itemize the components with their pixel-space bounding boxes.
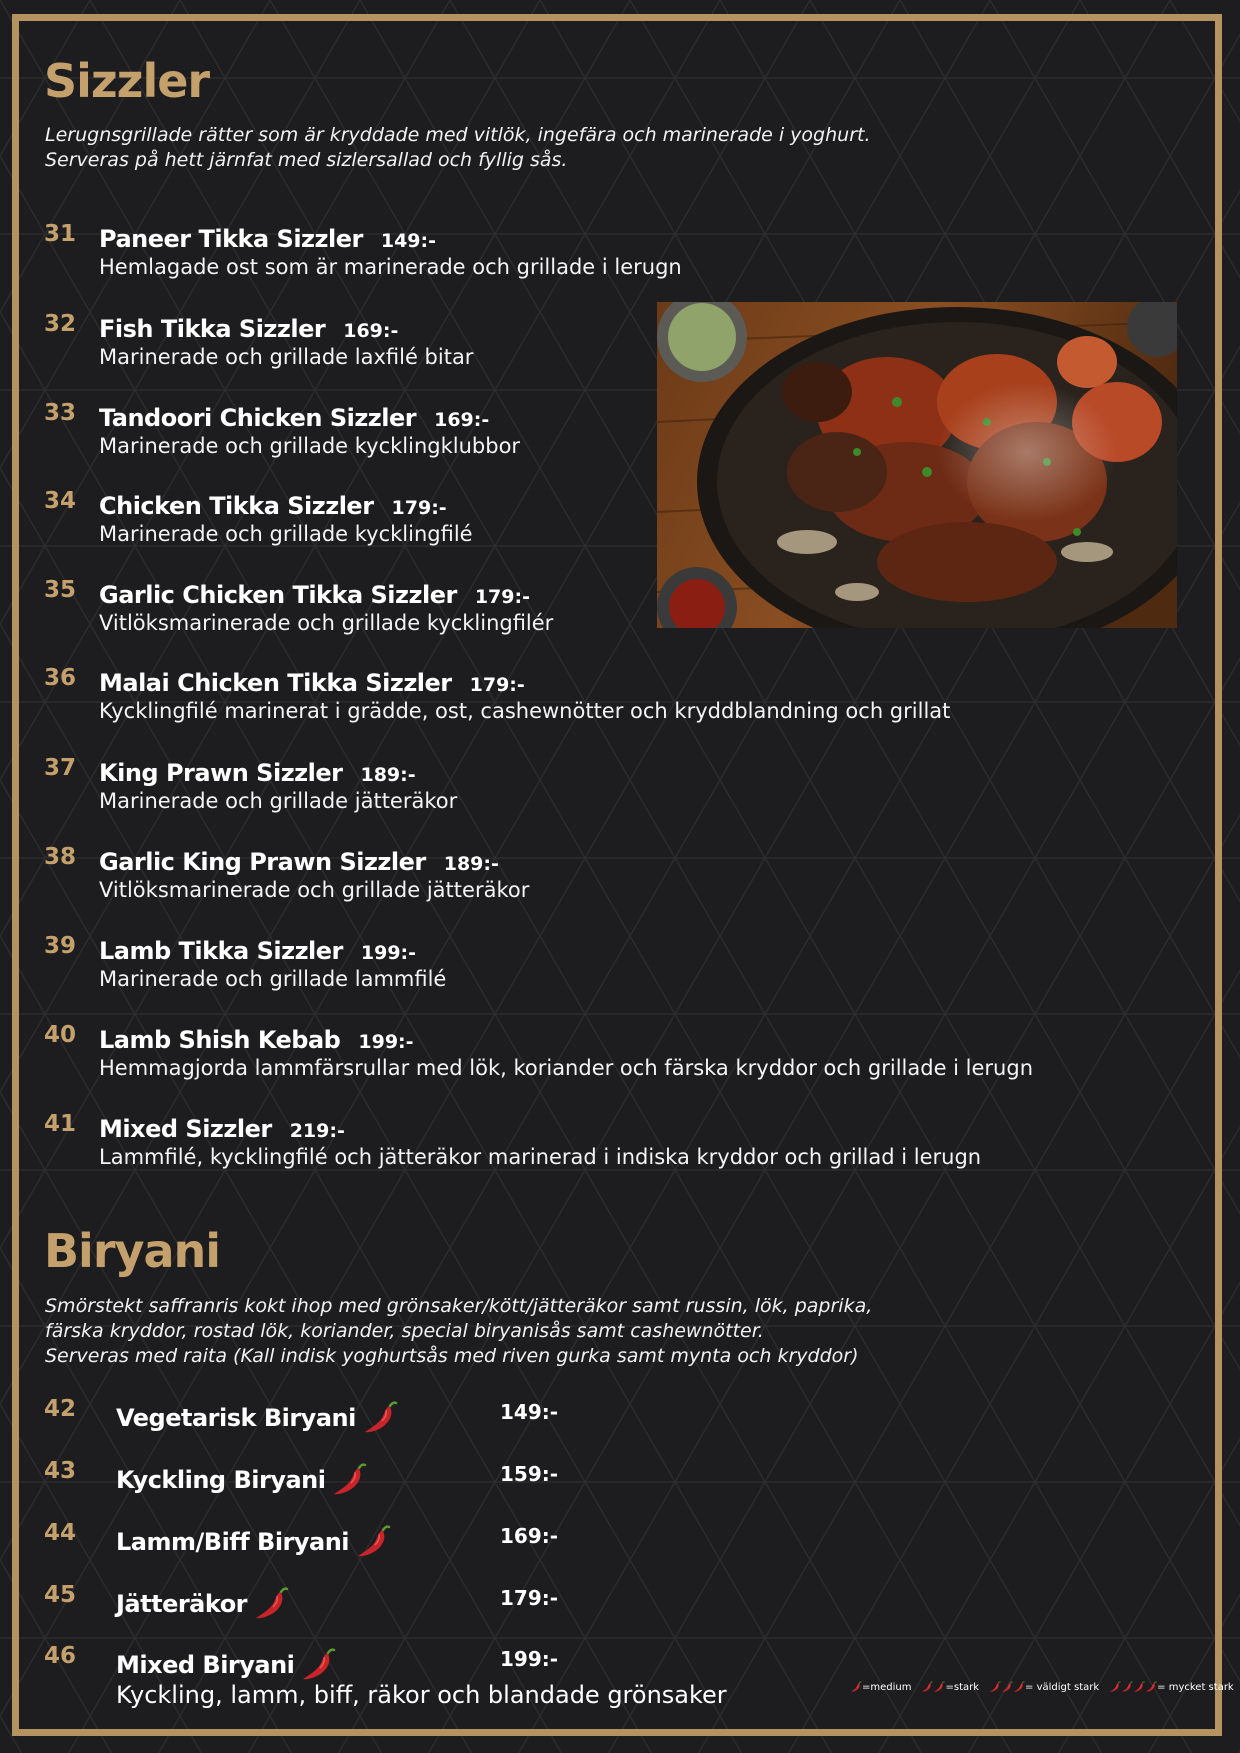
menu-item <box>44 1024 1164 1084</box>
biryani-intro <box>45 1294 872 1369</box>
legend-entry <box>1109 1680 1234 1694</box>
item-name: Lamb Tikka Sizzler <box>99 937 343 965</box>
item-number: 33 <box>44 400 77 426</box>
chili-icon <box>933 1680 945 1694</box>
item-description: Vitlöksmarinerade och grillade jätteräkor <box>99 878 530 902</box>
item-name: Garlic King Prawn Sizzler <box>99 848 426 876</box>
item-price: 179:- <box>474 586 530 608</box>
item-description: Marinerade och grillade kycklingfilé <box>99 522 473 546</box>
menu-item <box>44 757 1164 817</box>
item-name: Malai Chicken Tikka Sizzler <box>99 669 452 697</box>
legend-entry <box>989 1680 1099 1694</box>
menu-item <box>44 1584 1164 1644</box>
menu-item <box>44 846 1164 906</box>
item-price: 149:- <box>380 230 436 252</box>
sizzler-intro-line: Serveras på hett järnfat med sizlersallad och fyllig sås. <box>45 149 568 171</box>
menu-item <box>44 1398 1164 1458</box>
menu-item <box>44 935 1164 995</box>
chili-icon <box>253 1586 289 1622</box>
legend-label: =stark <box>945 1681 980 1693</box>
item-description: Hemmagjorda lammfärsrullar med lök, koriander och färska kryddor och grillade i lerugn <box>99 1056 1034 1080</box>
item-price: 169:- <box>343 320 399 342</box>
chili-icon <box>921 1680 933 1694</box>
item-description: Marinerade och grillade kycklingklubbor <box>99 434 521 458</box>
legend-label: = mycket stark <box>1157 1681 1234 1693</box>
item-name: Lamm/Biff Biryani <box>116 1528 350 1556</box>
item-number: 40 <box>44 1022 77 1048</box>
legend-label: = väldigt stark <box>1025 1681 1100 1693</box>
item-number: 37 <box>44 755 77 781</box>
item-number: 32 <box>44 311 77 337</box>
item-price: 179:- <box>391 497 447 519</box>
item-number: 42 <box>44 1396 77 1422</box>
item-number: 45 <box>44 1582 77 1608</box>
chili-icon <box>355 1524 391 1560</box>
section-title-sizzler: Sizzler <box>44 54 210 108</box>
chili-icon <box>1001 1680 1013 1694</box>
item-number: 41 <box>44 1111 77 1137</box>
chili-icon <box>1133 1680 1145 1694</box>
sizzler-intro-line: Lerugnsgrillade rätter som är kryddade med vitlök, ingefära och marinerade i yoghurt. <box>45 124 871 146</box>
biryani-intro-line: färska kryddor, rostad lök, koriander, special biryanisås samt cashewnötter. <box>45 1320 764 1342</box>
menu-item <box>44 1460 1164 1520</box>
legend-entry <box>921 1680 979 1694</box>
section-title-biryani: Biryani <box>44 1224 221 1278</box>
item-name: Paneer Tikka Sizzler <box>99 225 363 253</box>
item-name: Tandoori Chicken Sizzler <box>99 404 417 432</box>
menu-item <box>44 1643 1164 1709</box>
item-price: 199:- <box>360 942 417 964</box>
chili-icon <box>989 1680 1001 1694</box>
item-name: Lamb Shish Kebab <box>99 1026 341 1054</box>
chili-icon <box>1145 1680 1157 1694</box>
item-description: Marinerade och grillade jätteräkor <box>99 789 458 813</box>
spice-legend <box>850 1680 1234 1694</box>
item-price: 199:- <box>500 1647 559 1671</box>
biryani-intro-line: Serveras med raita (Kall indisk yoghurtsås med riven gurka samt mynta och kryddor) <box>45 1345 859 1367</box>
menu-item <box>44 223 1164 283</box>
item-number: 44 <box>44 1520 77 1546</box>
item-name: Vegetarisk Biryani <box>116 1404 356 1432</box>
item-name: Garlic Chicken Tikka Sizzler <box>99 581 457 609</box>
item-name: Mixed Sizzler <box>99 1115 272 1143</box>
chili-icon <box>362 1400 398 1436</box>
item-number: 34 <box>44 488 77 514</box>
item-description: Vitlöksmarinerade och grillade kycklingfilér <box>99 611 554 635</box>
item-description: Hemlagade ost som är marinerade och grillade i lerugn <box>99 255 682 279</box>
chili-icon <box>1013 1680 1025 1694</box>
menu-item <box>44 667 1164 727</box>
item-price: 199:- <box>358 1031 414 1053</box>
chili-icon <box>1121 1680 1133 1694</box>
item-price: 179:- <box>469 674 525 696</box>
item-price: 189:- <box>443 853 499 875</box>
item-number: 38 <box>44 844 77 870</box>
item-number: 31 <box>44 221 77 247</box>
item-description: Marinerade och grillade laxfilé bitar <box>99 345 474 369</box>
item-description: Kycklingfilé marinerat i grädde, ost, cashewnötter och kryddblandning och grillat <box>99 699 951 723</box>
item-description: Kyckling, lamm, biff, räkor och blandade grönsaker <box>116 1681 727 1709</box>
menu-item <box>44 1522 1164 1582</box>
chili-icon <box>331 1462 367 1498</box>
item-name: King Prawn Sizzler <box>99 759 343 787</box>
sizzler-intro <box>45 123 871 173</box>
item-price: 149:- <box>500 1400 559 1424</box>
item-number: 36 <box>44 665 77 691</box>
item-price: 169:- <box>434 409 490 431</box>
item-price: 179:- <box>500 1586 559 1610</box>
item-description: Marinerade och grillade lammfilé <box>99 967 447 991</box>
item-name: Fish Tikka Sizzler <box>99 315 326 343</box>
item-number: 43 <box>44 1458 77 1484</box>
chili-icon <box>300 1647 336 1683</box>
item-price: 169:- <box>500 1524 559 1548</box>
item-description: Lammfilé, kycklingfilé och jätteräkor marinerad i indiska kryddor och grillad i lerugn <box>99 1145 982 1169</box>
item-name: Kyckling Biryani <box>116 1466 326 1494</box>
chili-icon <box>1109 1680 1121 1694</box>
menu-item <box>44 1113 1164 1173</box>
legend-label: =medium <box>862 1681 912 1693</box>
item-number: 39 <box>44 933 77 959</box>
biryani-intro-line: Smörstekt saffranris kokt ihop med grönsaker/kött/jätteräkor samt russin, lök, paprika, <box>45 1295 873 1317</box>
sizzler-food-photo <box>657 302 1177 628</box>
item-number: 35 <box>44 577 77 603</box>
item-number: 46 <box>44 1643 77 1669</box>
item-name: Chicken Tikka Sizzler <box>99 492 374 520</box>
legend-entry <box>850 1680 911 1694</box>
item-name: Mixed Biryani <box>116 1651 295 1679</box>
item-price: 159:- <box>500 1462 559 1486</box>
item-price: 219:- <box>289 1120 345 1142</box>
item-name: Jätteräkor <box>116 1590 248 1618</box>
item-price: 189:- <box>360 764 416 786</box>
chili-icon <box>850 1680 862 1694</box>
